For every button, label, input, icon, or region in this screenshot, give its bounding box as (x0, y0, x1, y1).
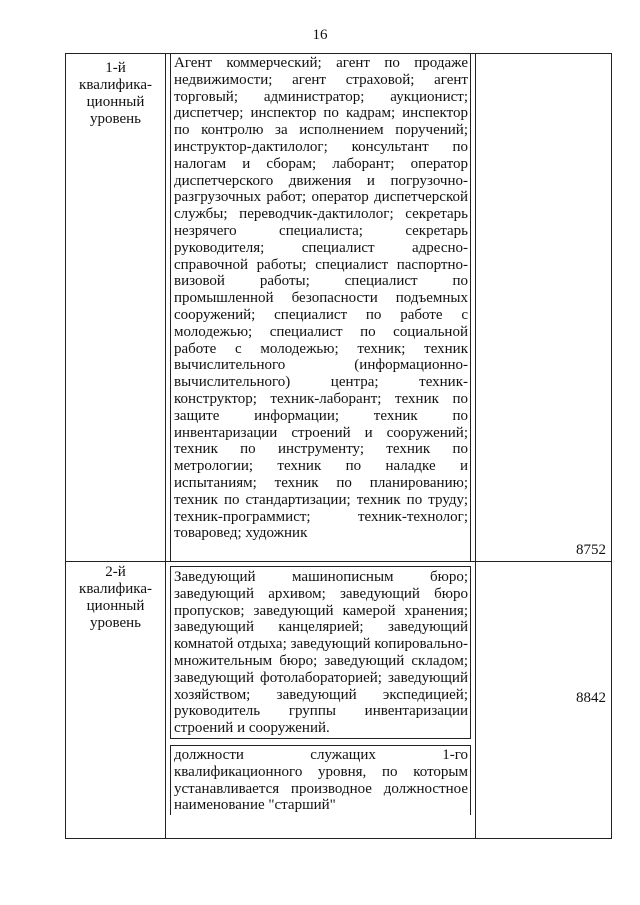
level-line: квалифика- (79, 77, 152, 93)
positions-text: Заведующий машинописным бюро; заведующий архивом; заведующий бюро пропусков; заведующий камерой хранения; заведующий канцелярией; заведующий комнатой отдыха; заведующий копировально-множительным бюро; заведующий складом; заведующий фотолабораторией; заведующий хозяйством; заведующий экспедицией; руководитель группы инвентаризации строений и сооружений. (174, 569, 468, 737)
level-line: ционный (86, 598, 145, 614)
positions-cell (166, 54, 476, 562)
level-line: квалифика- (79, 581, 152, 597)
salary-value: 8752 (576, 542, 606, 558)
positions-box (170, 54, 471, 561)
positions-text: должности служащих 1-го квалификационного уровня, по которым устанавливается производное должностное наименование "старший" (174, 746, 468, 814)
positions-box (170, 745, 471, 815)
level-line: 2-й (105, 564, 126, 580)
table-row (66, 54, 612, 562)
salary-value: 8842 (576, 690, 606, 706)
table-row (66, 562, 612, 839)
qualification-level-cell (66, 562, 166, 839)
page-number: 16 (312, 27, 328, 43)
positions-cell (166, 562, 476, 839)
positions-text: Агент коммерческий; агент по продаже недвижимости; агент страховой; агент торговый; администратор; аукционист; диспетчер; инспектор по кадрам; инспектор по контролю за исполнением поручений; инструктор-дактилолог; консультант по налогам и сборам; лаборант; оператор диспетчерского движения и погрузочно-разгрузочных работ; оператор диспетчерской службы; переводчик-дактилолог; секретарь незрячего специалиста; секретарь руководителя; специалист адресно-справочной работы; специалист паспортно-визовой работы; специалист по промышленной безопасности подъемных сооружений; специалист по работе с молодежью; специалист по социальной работе с молодежью; техник; техник вычислительного (информационно-вычислительного) центра; техник-конструктор; техник-лаборант; техник по защите информации; техник по инвентаризации строений и сооружений; техник по инструменту; техник по метрологии; техник по наладке и испытаниям; техник по планированию; техник по стандартизации; техник по труду; техник-программист; техник-технолог; товаровед; художник (174, 55, 468, 542)
level-line: уровень (89, 615, 142, 631)
salary-cell (476, 54, 612, 562)
qualification-table (65, 53, 612, 839)
positions-box (170, 566, 471, 739)
level-line: уровень (89, 111, 142, 127)
qualification-level-cell (66, 54, 166, 562)
level-line: 1-й (105, 60, 126, 76)
salary-cell (476, 562, 612, 839)
level-line: ционный (86, 94, 145, 110)
